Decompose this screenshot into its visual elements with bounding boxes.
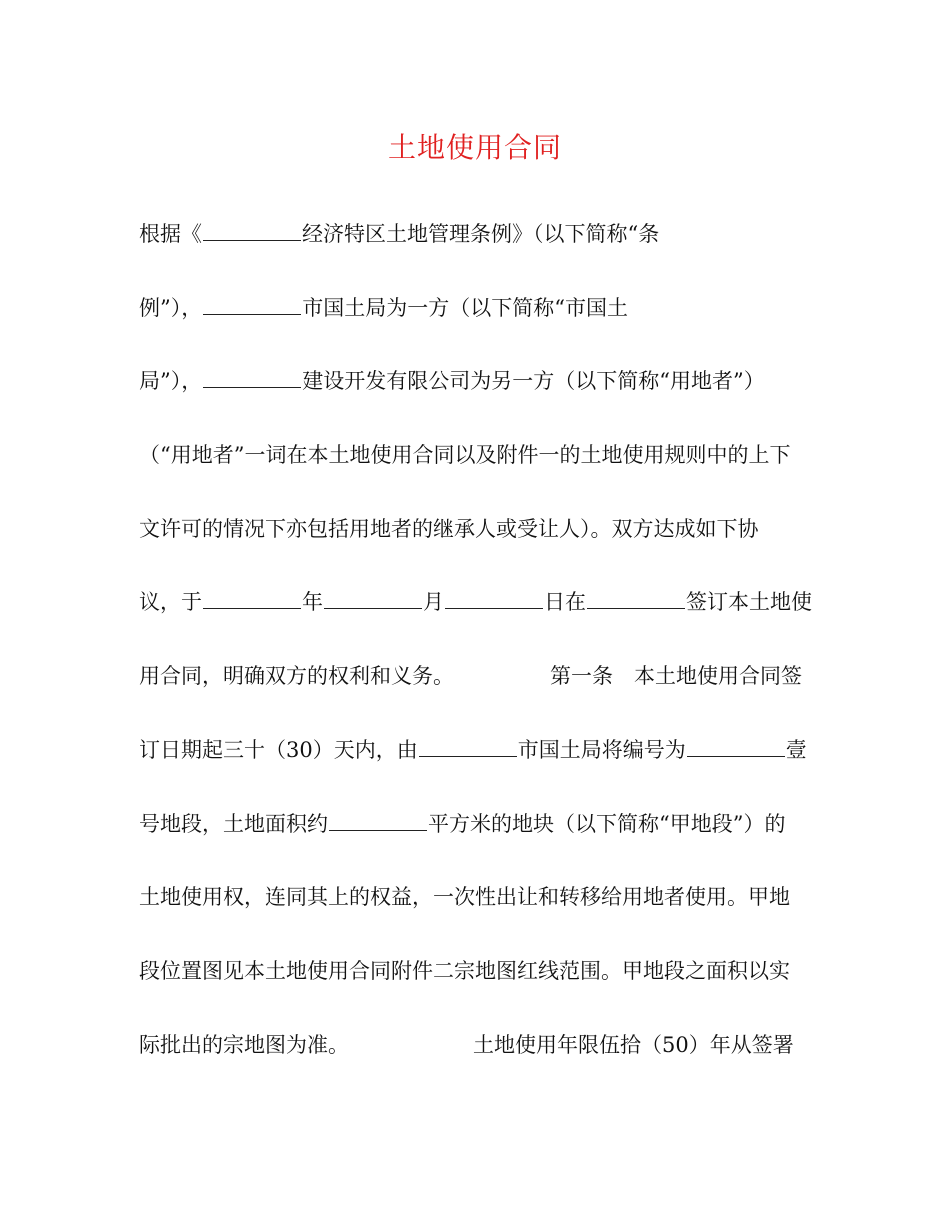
document-title: 土地使用合同 — [387, 131, 562, 164]
text-segment: 日在 — [544, 590, 586, 615]
text-line — [139, 730, 839, 804]
fill-in-blank — [687, 730, 785, 757]
text-line — [139, 288, 839, 362]
text-segment: 市国土局将编号为 — [517, 737, 686, 762]
fill-in-blank — [419, 730, 517, 757]
text-segment: 文许可的情况下亦包括用地者的继承人或受让人）。双方达成如下协 — [139, 516, 759, 541]
fill-in-blank — [329, 804, 427, 831]
document-body — [139, 214, 839, 1098]
text-segment: 议，于 — [139, 590, 202, 615]
text-segment: 际批出的宗地图为准。 — [139, 1032, 349, 1057]
text-segment: 建设开发有限公司为另一方（以下简称“用地者”） — [302, 369, 765, 394]
fill-in-blank — [203, 288, 301, 315]
text-line — [139, 214, 839, 288]
text-segment: 段位置图见本土地使用合同附件二宗地图红线范围。甲地段之面积以实 — [139, 958, 790, 983]
text-line — [139, 804, 839, 878]
fill-in-blank — [203, 582, 301, 609]
text-segment: 签订本土地使 — [686, 590, 812, 615]
text-line — [139, 361, 839, 435]
text-segment: 第一条 本土地使用合同签 — [550, 664, 802, 689]
text-segment: 经济特区土地管理条例》（以下简称“条 — [302, 222, 660, 246]
text-segment: 土地使用年限伍拾（50）年从签署 — [473, 1032, 794, 1057]
text-line — [139, 509, 839, 583]
text-segment: 用合同，明确双方的权利和义务。 — [139, 664, 454, 689]
text-segment: 年 — [302, 590, 323, 615]
text-segment: 土地使用权，连同其上的权益，一次性出让和转移给用地者使用。甲地 — [139, 885, 790, 910]
text-segment: 月 — [423, 590, 444, 615]
text-segment: 平方米的地块（以下简称“甲地段”）的 — [428, 811, 786, 836]
fill-in-blank — [445, 582, 543, 609]
fill-in-blank — [203, 214, 301, 241]
text-segment: 订日期起三十（30）天内，由 — [139, 737, 418, 762]
text-segment: 市国土局为一方（以下简称“市国土 — [302, 295, 628, 320]
fill-in-blank — [203, 361, 301, 388]
text-segment: 局”）， — [139, 369, 203, 394]
text-line — [139, 582, 839, 656]
text-line — [139, 951, 839, 1025]
fill-in-blank — [324, 582, 422, 609]
fill-in-blank — [587, 582, 685, 609]
text-segment: 壹 — [785, 737, 807, 762]
text-segment: 例”）， — [139, 295, 203, 320]
text-line — [139, 656, 839, 730]
text-segment: （“用地者”一词在本土地使用合同以及附件一的土地使用规则中的上下 — [139, 443, 791, 468]
text-line — [139, 1025, 839, 1099]
text-segment: 号地段，土地面积约 — [139, 811, 328, 836]
text-line — [139, 877, 839, 951]
text-line — [139, 435, 839, 509]
text-segment: 根据《 — [139, 222, 202, 246]
